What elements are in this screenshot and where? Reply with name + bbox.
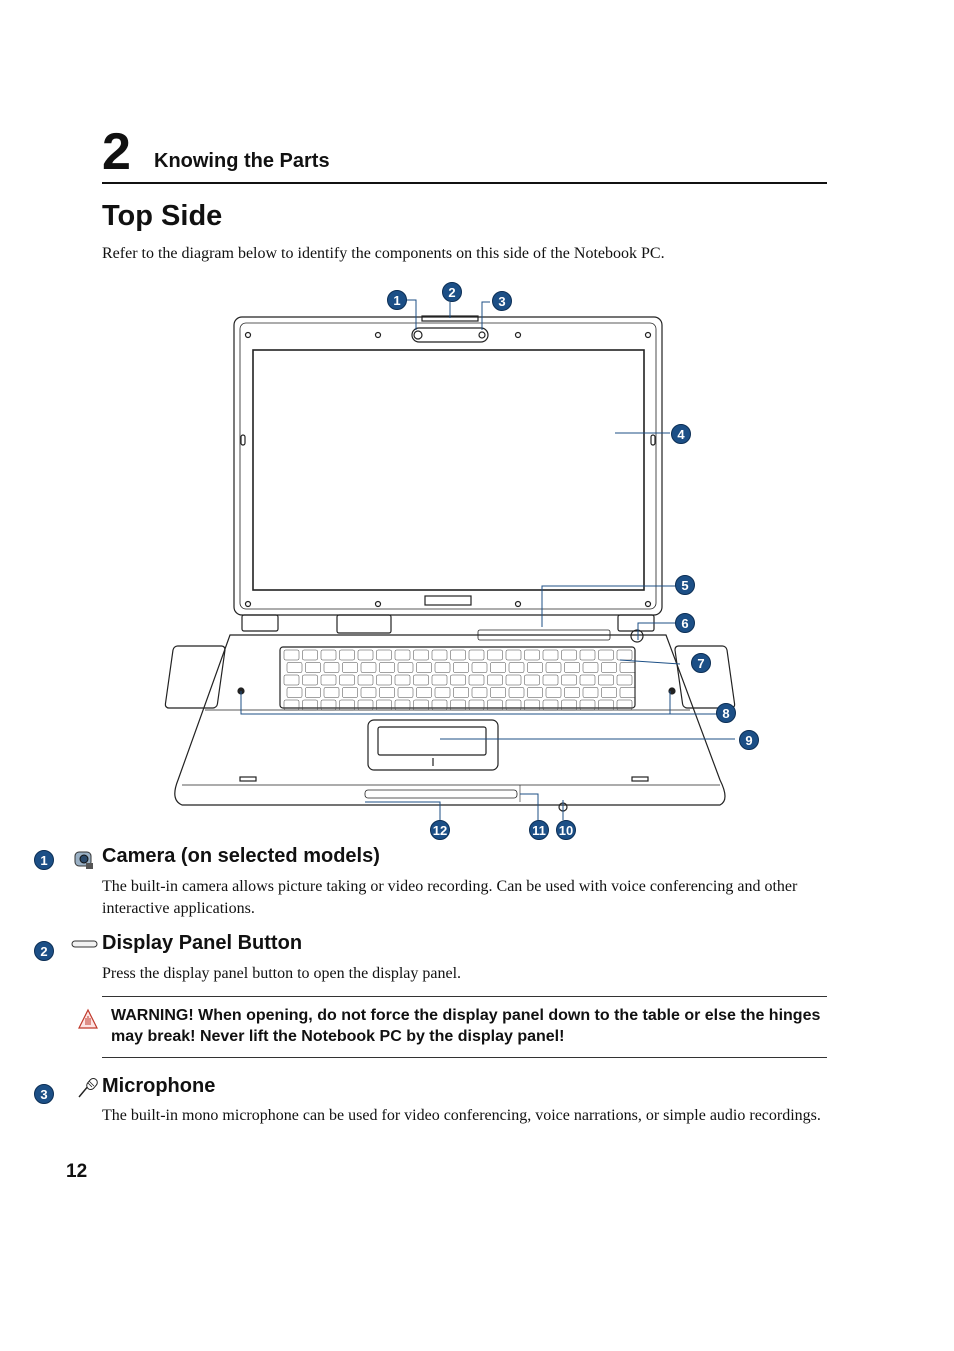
item-3-heading: Microphone <box>102 1075 216 1097</box>
keyboard <box>280 647 635 708</box>
chapter-divider <box>102 182 827 184</box>
keyboard-keys <box>284 650 635 710</box>
callout-3: 3 <box>492 291 512 311</box>
callout-11: 11 <box>529 820 549 840</box>
callout-2: 2 <box>442 282 462 302</box>
chapter-title: Knowing the Parts <box>154 150 330 172</box>
item-1-body: The built-in camera allows picture taking or video recording. Can be used with voice conferencing and other interactive applications. <box>102 878 798 917</box>
item-1-number: 1 <box>34 850 54 870</box>
microphone-icon <box>75 1076 99 1100</box>
camera-icon <box>72 848 96 870</box>
item-2-body: Press the display panel button to open the display panel. <box>102 965 462 982</box>
camera-lens <box>414 331 422 339</box>
power-switch <box>631 630 643 642</box>
notebook-illustration <box>160 280 800 840</box>
callout-5: 5 <box>675 575 695 595</box>
section-title: Top Side <box>102 200 223 232</box>
chapter-number: 2 <box>102 123 131 181</box>
callout-9: 9 <box>739 730 759 750</box>
microphone-hole <box>479 332 485 338</box>
intro-paragraph: Refer to the diagram below to identify the components on this side of the Notebook PC. <box>102 245 665 262</box>
item-1-heading: Camera (on selected models) <box>102 845 380 867</box>
camera-module <box>412 328 488 342</box>
touchpad <box>378 727 486 755</box>
item-3-body: The built-in mono microphone can be used for video conferencing, voice narrations, or simple audio recordings. <box>102 1107 821 1124</box>
item-2-number: 2 <box>34 941 54 961</box>
item-2-heading: Display Panel Button <box>102 932 303 954</box>
lid-inner <box>240 323 656 609</box>
callout-12: 12 <box>430 820 450 840</box>
lid-outer <box>234 317 662 615</box>
warning-hand-icon <box>77 1008 99 1030</box>
callout-10: 10 <box>556 820 576 840</box>
callout-7: 7 <box>691 653 711 673</box>
warning-text: WARNING! When opening, do not force the display panel down to the table or else the hinges may break! Never lift the Notebook PC by the display panel! <box>111 1007 821 1045</box>
callout-8: 8 <box>716 703 736 723</box>
callout-6: 6 <box>675 613 695 633</box>
callout-4: 4 <box>671 424 691 444</box>
callout-1: 1 <box>387 290 407 310</box>
page-number: 12 <box>66 1161 88 1182</box>
notebook-top-diagram <box>160 280 800 840</box>
screen <box>253 350 644 590</box>
item-3-number: 3 <box>34 1084 54 1104</box>
display-panel-button-icon <box>71 935 98 943</box>
